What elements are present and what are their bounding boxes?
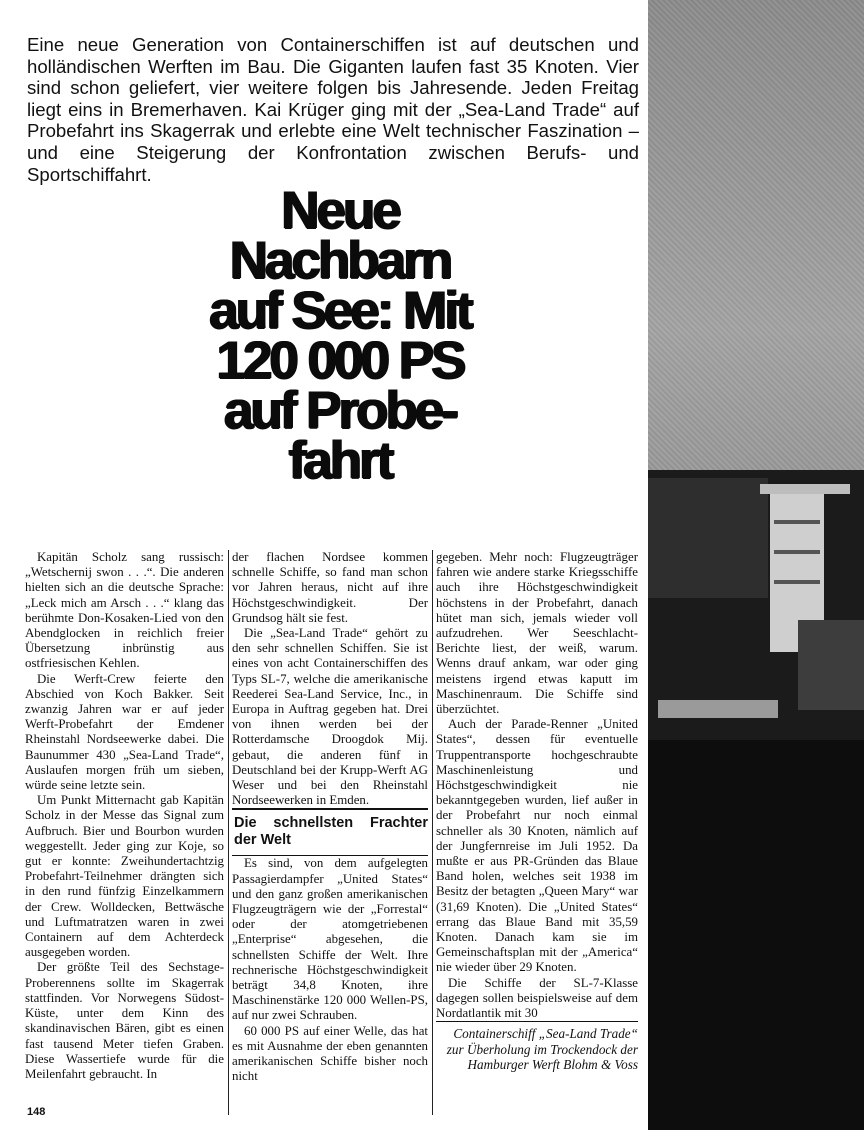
paragraph: 60 000 PS auf einer Welle, das hat es mit Ausnahme der eben genannten amerikanischen Schiffe bisher noch nicht <box>232 1023 428 1084</box>
paragraph: Die Werft-Crew feierte den Abschied von Koch Bakker. Seit zwanzig Jahren war er auf jeder Werft-Probefahrt der Emdener Rheinstahl Nordseewerke dabei. Die Baunummer 430 „Sea-Land Trade“, Auslaufen morgen früh um sieben, würde seine letzte sein. <box>25 671 224 793</box>
paragraph: Auch der Parade-Renner „United States“, dessen für eventuelle Truppentransporte hochgeschraubte Maschinenleistung und Höchstgeschwindigkeit nie bekanntgegeben wurden, lief außer in der Probefahrt nur noch einmal schneller als 30 Knoten, nämlich auf der Jungfernreise im Juli 1952. Da mußte er aus PR-Gründen das Blaue Band holen, welches seit 1938 im Besitz der betagten „Queen Mary“ war (31,69 Knoten). Die „United States“ errang das Blaue Band mit 35,59 Knoten. Danach kam sie im Gemeinschaftsplan mit der „America“ nie wieder über 29 Knoten. <box>436 717 638 975</box>
ship-photo <box>648 0 864 1130</box>
photo-deck <box>658 700 778 718</box>
article-column-2 <box>232 550 428 1085</box>
headline-line: auf See: Mit <box>209 281 471 340</box>
headline-line: fahrt <box>288 431 392 490</box>
article-column-3 <box>436 550 638 1072</box>
photo-bridge-window <box>774 520 820 524</box>
subheading: Die schnellsten Frachter der Welt <box>232 808 428 856</box>
paragraph: Es sind, von dem aufgelegten Passagierdampfer „United States“ und den ganz großen amerikanischen Flugzeugträgern wie der „Forrestal“ oder der atomgetriebenen „Enterprise“ abgesehen, die schnellsten Schiffe der Welt. Ihre rechnerische Höchstgeschwindigkeit beträgt 34,8 Knoten, ihre Maschinenstärke 120 000 Wellen-PS, auf nur zwei Schrauben. <box>232 856 428 1023</box>
paragraph: Kapitän Scholz sang russisch: „Wetschernij swon . . .“. Die anderen hielten sich an die deutsche Sprache: „Leck mich am Arsch . . .“ klang das berühmte Don-Kosaken-Lied von den Abendglocken in reichlich freier Übersetzung inbrünstig aus ostfriesischen Kehlen. <box>25 550 224 671</box>
headline-line: Neue <box>281 181 399 240</box>
article-column-1 <box>25 550 224 1082</box>
photo-bridge-roof <box>760 484 850 494</box>
photo-bridge-window <box>774 550 820 554</box>
headline <box>140 181 540 490</box>
paragraph: Die Schiffe der SL-7-Klasse dagegen sollen beispielsweise auf dem Nordatlantik mit 30 <box>436 975 638 1021</box>
headline-line: 120 000 PS <box>216 331 464 390</box>
column-rule <box>432 550 433 1115</box>
photo-caption: Containerschiff „Sea-Land Trade“ zur Überholung im Trockendock der Hamburger Werft Blohm & Voss <box>436 1021 638 1072</box>
photo-crane <box>798 620 864 710</box>
paragraph: Um Punkt Mitternacht gab Kapitän Scholz in der Messe das Signal zum Aufbruch. Bier und Bourbon wurden weggestellt. Jeder ging zur Koje, so gut er konnte: Zweihundertachtzig Probefahrt-Teilnehmer drängten sich in den rund fünfzig Einzelkammern der Crew. Wolldecken, Bettwäsche und Luftmatratzen waren in zwei Containern auf dem Achterdeck ausgegeben worden. <box>25 793 224 960</box>
paragraph: gegeben. Mehr noch: Flugzeugträger fahren wie andere starke Kriegsschiffe auch ihre Höchstgeschwindigkeit höchstens in der Probefahrt, danach hütet man sich, jemals wieder voll aufzudrehen. Wer Seeschlacht-Berichte liest, der weiß, warum. Wenns drauf ankam, war oder ging meistens irgend etwas kaputt im Maschinenraum. Die Schiffe sind überzüchtet. <box>436 550 638 717</box>
headline-line: Nachbarn <box>229 231 451 290</box>
paragraph: Die „Sea-Land Trade“ gehört zu den sehr schnellen Schiffen. Sie ist eines von acht Containerschiffen des Typs SL-7, welche die amerikanische Reederei Sea-Land Service, Inc., in Europa in Auftrag gegeben hat. Drei von ihnen werden bei der Rotterdamsche Droogdok Mij. gebaut, die anderen fünf in Deutschland bei der Krupp-Werft AG Weser und bei den Rheinstahl Nordseewerken in Emden. <box>232 626 428 808</box>
column-rule <box>228 550 229 1115</box>
paragraph: Der größte Teil des Sechstage-Proberennens sollte im Skagerrak stattfinden. Vor Norwegens Südost-Küste, unter dem Kinn des skandinavischen Bären, gibt es einen fast tausend Meter tiefen Graben. Diese Wassertiefe wurde für die Meilenfahrt gebraucht. In <box>25 960 224 1081</box>
photo-bridge-window <box>774 580 820 584</box>
photo-hull <box>648 740 864 1130</box>
photo-sky <box>648 0 864 470</box>
photo-warehouse <box>648 478 768 598</box>
page-number: 148 <box>27 1106 46 1118</box>
intro-paragraph: Eine neue Generation von Containerschiffen ist auf deutschen und holländischen Werften im Bau. Die Giganten laufen fast 35 Knoten. Vier sind schon geliefert, vier weitere folgen bis Jahresende. Jeden Freitag liegt eins in Bremerhaven. Kai Krüger ging mit der „Sea-Land Trade“ auf Probefahrt ins Skagerrak und erlebte eine Welt technischer Faszination – und eine Steigerung der Konfrontation zwischen Berufs- und Sportschiffahrt. <box>27 34 639 185</box>
headline-line: auf Probe- <box>223 381 457 440</box>
paragraph: der flachen Nordsee kommen schnelle Schiffe, so fand man schon vor Jahren heraus, nicht auf ihre Höchstgeschwindigkeit. Der Grundsog hält sie fest. <box>232 550 428 625</box>
